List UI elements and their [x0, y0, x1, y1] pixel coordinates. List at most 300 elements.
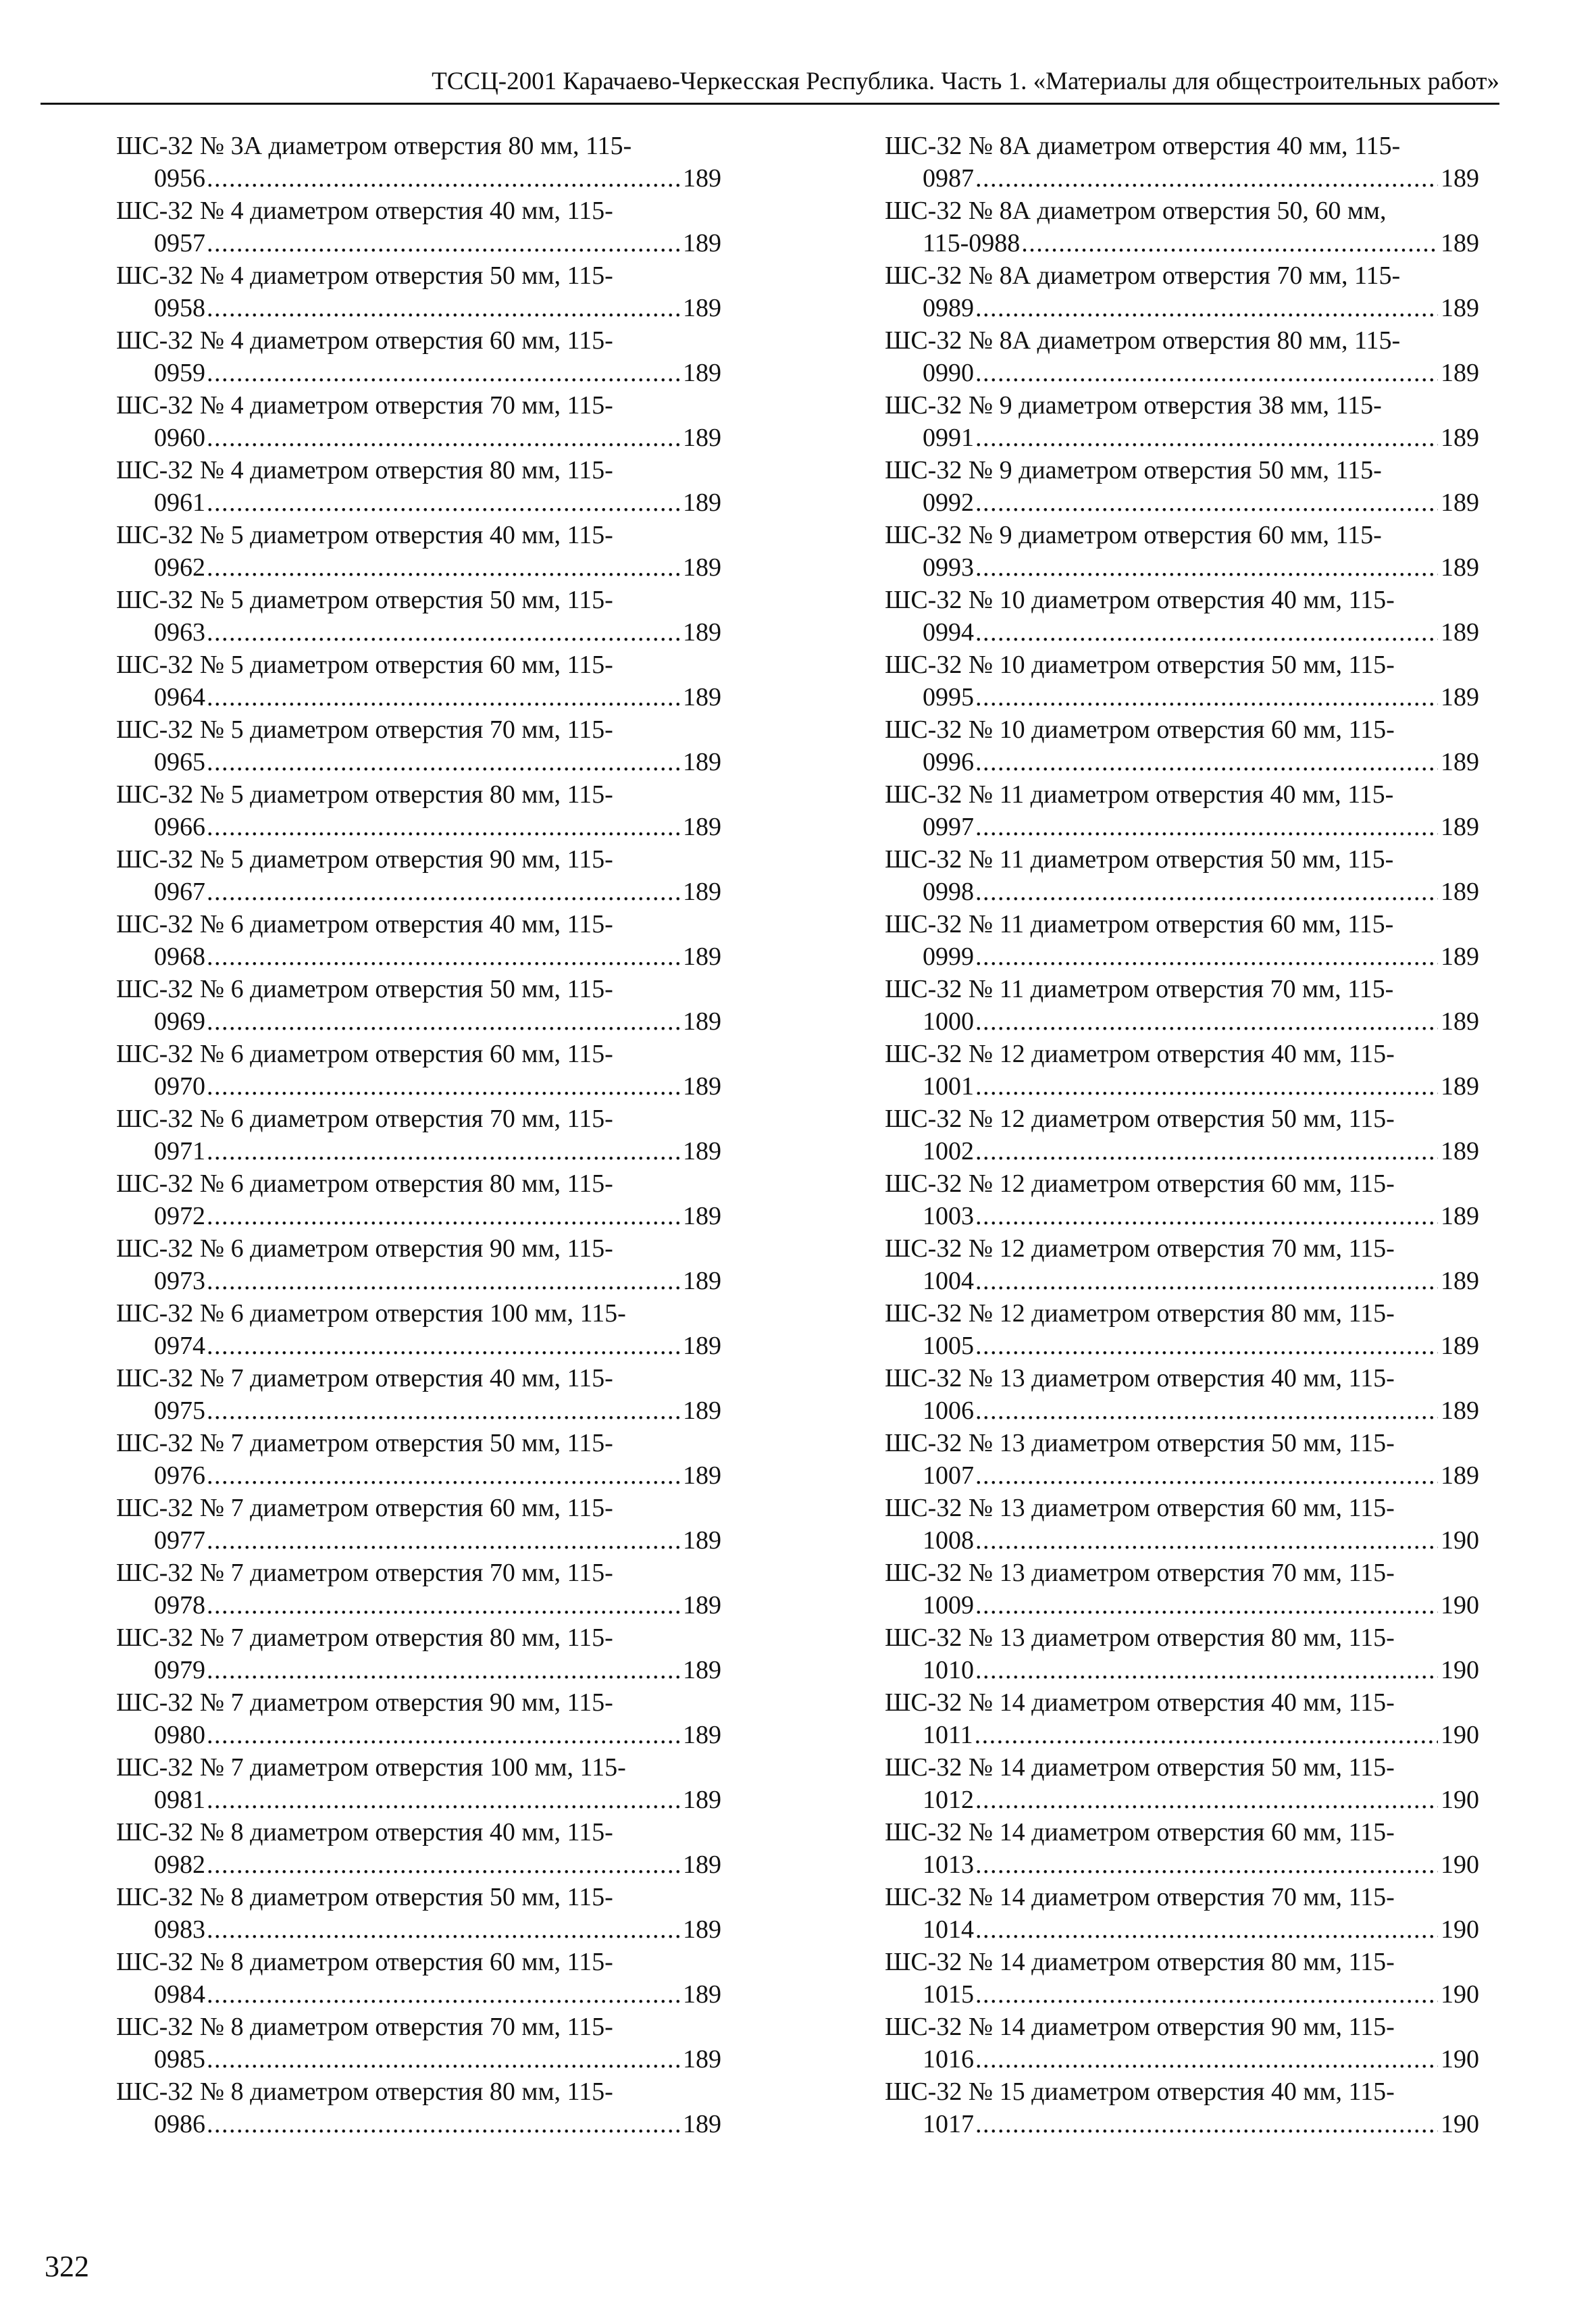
dot-leader — [207, 2108, 680, 2140]
entry-code: 1006 — [923, 1397, 974, 1425]
dot-leader — [207, 1135, 680, 1167]
entry-code-line — [116, 357, 721, 389]
index-entry — [885, 1621, 1479, 1686]
entry-page-ref: 189 — [683, 1202, 721, 1230]
entry-code: 0981 — [154, 1786, 205, 1814]
dot-leader — [975, 292, 1438, 324]
entry-page-ref: 189 — [1441, 942, 1479, 971]
running-title: ТССЦ-2001 Карачаево-Черкесская Республика. Часть 1. «Материалы для общестроительных работ» — [432, 68, 1499, 95]
entry-page-ref: 189 — [683, 1007, 721, 1036]
entry-page-ref: 190 — [1441, 1915, 1479, 1944]
entry-code-line — [885, 1848, 1479, 1881]
entry-page-ref: 189 — [683, 1980, 721, 2009]
entry-page-ref: 189 — [683, 164, 721, 193]
entry-code-line — [885, 1070, 1479, 1103]
entry-code: 0963 — [154, 618, 205, 647]
index-entry — [116, 843, 721, 908]
dot-leader — [975, 1330, 1438, 1362]
entry-code-line — [885, 486, 1479, 519]
dot-leader — [207, 1913, 680, 1946]
entry-description: ШС-32 № 11 диаметром отверстия 40 мм, 115- — [885, 780, 1394, 809]
entry-page-ref: 189 — [683, 1137, 721, 1165]
dot-leader — [975, 1135, 1438, 1167]
index-entry — [116, 1232, 721, 1297]
dot-leader — [975, 1913, 1438, 1946]
index-entry — [116, 2076, 721, 2140]
entry-code-line — [116, 1654, 721, 1686]
index-entry — [885, 843, 1479, 908]
index-entry — [116, 1427, 721, 1492]
entry-description: ШС-32 № 14 диаметром отверстия 40 мм, 115- — [885, 1688, 1395, 1717]
entry-page-ref: 189 — [1441, 1397, 1479, 1425]
entry-code-line — [885, 1200, 1479, 1232]
entry-code: 0964 — [154, 683, 205, 711]
entry-code-line — [116, 1589, 721, 1621]
index-entry — [885, 1686, 1479, 1751]
entry-code-line — [885, 2108, 1479, 2140]
dot-leader — [975, 1070, 1438, 1103]
entry-page-ref: 189 — [1441, 878, 1479, 906]
entry-description: ШС-32 № 7 диаметром отверстия 70 мм, 115- — [116, 1559, 613, 1587]
entry-code: 0990 — [923, 359, 974, 387]
entry-description: ШС-32 № 6 диаметром отверстия 90 мм, 115- — [116, 1234, 613, 1263]
dot-leader — [975, 876, 1438, 908]
entry-page-ref: 189 — [683, 488, 721, 517]
entry-description: ШС-32 № 6 диаметром отверстия 70 мм, 115- — [116, 1105, 613, 1133]
dot-leader — [975, 1200, 1438, 1232]
entry-code: 0967 — [154, 878, 205, 906]
entry-description: ШС-32 № 6 диаметром отверстия 40 мм, 115- — [116, 910, 613, 938]
index-entry — [116, 1038, 721, 1103]
entry-code: 1000 — [923, 1007, 974, 1036]
entry-code: 1014 — [923, 1915, 974, 1944]
dot-leader — [207, 1784, 680, 1816]
entry-page-ref: 189 — [683, 1721, 721, 1749]
entry-description: ШС-32 № 12 диаметром отверстия 60 мм, 115- — [885, 1169, 1395, 1198]
entry-code: 0962 — [154, 553, 205, 582]
dot-leader — [975, 1394, 1438, 1427]
index-entry — [116, 713, 721, 778]
entry-code: 0995 — [923, 683, 974, 711]
entry-description: ШС-32 № 6 диаметром отверстия 100 мм, 115- — [116, 1299, 626, 1328]
entry-description: ШС-32 № 8А диаметром отверстия 70 мм, 115- — [885, 261, 1401, 290]
entry-description: ШС-32 № 7 диаметром отверстия 80 мм, 115- — [116, 1624, 613, 1652]
entry-page-ref: 189 — [683, 2110, 721, 2138]
entry-description: ШС-32 № 5 диаметром отверстия 80 мм, 115- — [116, 780, 613, 809]
dot-leader — [975, 1654, 1438, 1686]
entry-code: 1017 — [923, 2110, 974, 2138]
entry-code-line — [885, 162, 1479, 195]
entry-code-line — [885, 1459, 1479, 1492]
entry-code-line — [116, 1459, 721, 1492]
entry-code: 0991 — [923, 424, 974, 452]
entry-page-ref: 189 — [683, 618, 721, 647]
entry-page-ref: 189 — [683, 813, 721, 841]
entry-page-ref: 189 — [1441, 618, 1479, 647]
entry-description: ШС-32 № 4 диаметром отверстия 80 мм, 115- — [116, 456, 613, 484]
entry-description: ШС-32 № 5 диаметром отверстия 50 мм, 115- — [116, 586, 613, 614]
entry-page-ref: 189 — [1441, 1007, 1479, 1036]
entry-description: ШС-32 № 4 диаметром отверстия 60 мм, 115- — [116, 326, 613, 355]
dot-leader — [207, 1200, 680, 1232]
entry-code: 0985 — [154, 2045, 205, 2073]
entry-code: 0997 — [923, 813, 974, 841]
entry-page-ref: 190 — [1441, 2045, 1479, 2073]
index-entry — [885, 2076, 1479, 2140]
index-entry — [885, 2011, 1479, 2076]
entry-description: ШС-32 № 7 диаметром отверстия 60 мм, 115- — [116, 1494, 613, 1522]
entry-description: ШС-32 № 5 диаметром отверстия 70 мм, 115- — [116, 715, 613, 744]
entry-code: 1002 — [923, 1137, 974, 1165]
entry-description: ШС-32 № 7 диаметром отверстия 100 мм, 115- — [116, 1753, 626, 1782]
dot-leader — [975, 422, 1438, 454]
index-entry — [885, 1232, 1479, 1297]
index-entry — [885, 324, 1479, 389]
entry-code-line — [116, 1265, 721, 1297]
entry-code: 0989 — [923, 294, 974, 322]
entry-code: 1012 — [923, 1786, 974, 1814]
entry-code: 1007 — [923, 1461, 974, 1490]
index-entry — [885, 1816, 1479, 1881]
entry-code: 0972 — [154, 1202, 205, 1230]
dot-leader — [207, 616, 680, 649]
entry-page-ref: 189 — [683, 2045, 721, 2073]
dot-leader — [975, 616, 1438, 649]
index-entry — [885, 195, 1479, 259]
entry-code-line — [885, 227, 1479, 259]
index-entry — [885, 778, 1479, 843]
entry-description: ШС-32 № 13 диаметром отверстия 40 мм, 115- — [885, 1364, 1395, 1392]
entry-description: ШС-32 № 4 диаметром отверстия 50 мм, 115- — [116, 261, 613, 290]
index-entry — [116, 778, 721, 843]
dot-leader — [975, 940, 1438, 973]
dot-leader — [975, 551, 1438, 584]
index-entry — [116, 1167, 721, 1232]
entry-code-line — [116, 940, 721, 973]
entry-code: 1016 — [923, 2045, 974, 2073]
entry-code: 0957 — [154, 229, 205, 257]
entry-code-line — [885, 1913, 1479, 1946]
entry-code: 115-0988 — [923, 229, 1021, 257]
entry-code-line — [885, 1654, 1479, 1686]
entry-code: 0986 — [154, 2110, 205, 2138]
entry-code-line — [116, 811, 721, 843]
entry-code-line — [885, 422, 1479, 454]
entry-code-line — [885, 1135, 1479, 1167]
entry-description: ШС-32 № 7 диаметром отверстия 40 мм, 115- — [116, 1364, 613, 1392]
index-entry — [885, 259, 1479, 324]
dot-leader — [975, 1459, 1438, 1492]
dot-leader — [1021, 227, 1438, 259]
index-entry — [116, 1881, 721, 1946]
entry-code: 0977 — [154, 1526, 205, 1555]
dot-leader — [207, 357, 680, 389]
dot-leader — [207, 1978, 680, 2011]
entry-code-line — [885, 1394, 1479, 1427]
entry-code: 0998 — [923, 878, 974, 906]
entry-page-ref: 189 — [1441, 164, 1479, 193]
entry-code: 0960 — [154, 424, 205, 452]
entry-code-line — [116, 616, 721, 649]
entry-description: ШС-32 № 14 диаметром отверстия 80 мм, 115- — [885, 1948, 1395, 1976]
entry-page-ref: 189 — [1441, 683, 1479, 711]
entry-code: 1008 — [923, 1526, 974, 1555]
entry-code-line — [116, 422, 721, 454]
entry-page-ref: 190 — [1441, 1526, 1479, 1555]
entry-page-ref: 189 — [1441, 359, 1479, 387]
index-entry — [885, 1038, 1479, 1103]
entry-code-line — [885, 1719, 1479, 1751]
entry-page-ref: 189 — [1441, 1332, 1479, 1360]
entry-page-ref: 189 — [683, 683, 721, 711]
entry-description: ШС-32 № 9 диаметром отверстия 38 мм, 115- — [885, 391, 1382, 420]
entry-page-ref: 189 — [683, 1526, 721, 1555]
entry-description: ШС-32 № 13 диаметром отверстия 50 мм, 115- — [885, 1429, 1395, 1457]
index-entry — [885, 908, 1479, 973]
index-entry — [116, 973, 721, 1038]
entry-page-ref: 190 — [1441, 1851, 1479, 1879]
entry-code-line — [116, 1719, 721, 1751]
entry-description: ШС-32 № 4 диаметром отверстия 70 мм, 115- — [116, 391, 613, 420]
entry-description: ШС-32 № 9 диаметром отверстия 50 мм, 115- — [885, 456, 1382, 484]
entry-page-ref: 189 — [683, 1851, 721, 1879]
entry-description: ШС-32 № 7 диаметром отверстия 50 мм, 115- — [116, 1429, 613, 1457]
entry-page-ref: 189 — [1441, 294, 1479, 322]
page-number: 322 — [45, 2250, 89, 2283]
index-entry — [116, 454, 721, 519]
index-entry — [885, 1557, 1479, 1621]
index-entry — [116, 2011, 721, 2076]
entry-description: ШС-32 № 12 диаметром отверстия 50 мм, 115- — [885, 1105, 1395, 1133]
entry-code: 0980 — [154, 1721, 205, 1749]
dot-leader — [975, 1978, 1438, 2011]
entry-code-line — [885, 1978, 1479, 2011]
entry-description: ШС-32 № 8 диаметром отверстия 70 мм, 115- — [116, 2013, 613, 2041]
index-entry — [116, 195, 721, 259]
entry-code: 1015 — [923, 1980, 974, 2009]
entry-code: 0974 — [154, 1332, 205, 1360]
entry-description: ШС-32 № 9 диаметром отверстия 60 мм, 115- — [885, 521, 1382, 549]
entry-page-ref: 190 — [1441, 1786, 1479, 1814]
entry-page-ref: 189 — [1441, 1202, 1479, 1230]
index-entry — [116, 584, 721, 649]
index-entry — [116, 259, 721, 324]
entry-code: 1004 — [923, 1267, 974, 1295]
dot-leader — [207, 227, 680, 259]
dot-leader — [207, 940, 680, 973]
entry-code-line — [885, 616, 1479, 649]
entry-code: 0984 — [154, 1980, 205, 2009]
index-entry — [885, 1492, 1479, 1557]
entry-description: ШС-32 № 10 диаметром отверстия 60 мм, 115- — [885, 715, 1395, 744]
index-entry — [116, 519, 721, 584]
dot-leader — [207, 292, 680, 324]
entry-page-ref: 189 — [683, 942, 721, 971]
entry-page-ref: 189 — [683, 294, 721, 322]
entry-code: 0999 — [923, 942, 974, 971]
entry-code-line — [885, 1524, 1479, 1557]
entry-page-ref: 189 — [1441, 748, 1479, 776]
entry-code-line — [116, 746, 721, 778]
entry-page-ref: 189 — [1441, 1461, 1479, 1490]
entry-description: ШС-32 № 6 диаметром отверстия 80 мм, 115- — [116, 1169, 613, 1198]
entry-page-ref: 189 — [683, 1591, 721, 1619]
entry-code: 0968 — [154, 942, 205, 971]
index-entry — [885, 1103, 1479, 1167]
index-entry — [885, 130, 1479, 195]
entry-code: 0992 — [923, 488, 974, 517]
entry-page-ref: 189 — [1441, 813, 1479, 841]
index-column-right — [885, 130, 1479, 2140]
entry-code-line — [885, 1265, 1479, 1297]
entry-description: ШС-32 № 11 диаметром отверстия 70 мм, 115- — [885, 975, 1394, 1003]
entry-description: ШС-32 № 12 диаметром отверстия 40 мм, 115- — [885, 1040, 1395, 1068]
entry-code: 1005 — [923, 1332, 974, 1360]
entry-code-line — [116, 486, 721, 519]
dot-leader — [207, 746, 680, 778]
entry-description: ШС-32 № 4 диаметром отверстия 40 мм, 115- — [116, 197, 613, 225]
dot-leader — [207, 551, 680, 584]
entry-code-line — [116, 1848, 721, 1881]
dot-leader — [207, 811, 680, 843]
entry-code-line — [885, 1784, 1479, 1816]
dot-leader — [975, 2043, 1438, 2076]
entry-description: ШС-32 № 14 диаметром отверстия 60 мм, 115- — [885, 1818, 1395, 1846]
entry-code: 0996 — [923, 748, 974, 776]
header-rule — [41, 103, 1499, 105]
entry-code-line — [116, 1135, 721, 1167]
entry-code: 0973 — [154, 1267, 205, 1295]
entry-code-line — [885, 940, 1479, 973]
entry-code-line — [885, 1330, 1479, 1362]
entry-description: ШС-32 № 8А диаметром отверстия 50, 60 мм, — [885, 197, 1387, 225]
entry-code: 1009 — [923, 1591, 974, 1619]
entry-description: ШС-32 № 14 диаметром отверстия 90 мм, 115- — [885, 2013, 1395, 2041]
index-entry — [116, 1751, 721, 1816]
index-entry — [116, 1621, 721, 1686]
entry-code: 0978 — [154, 1591, 205, 1619]
entry-page-ref: 189 — [1441, 488, 1479, 517]
index-entry — [116, 389, 721, 454]
dot-leader — [207, 486, 680, 519]
dot-leader — [975, 162, 1438, 195]
dot-leader — [207, 162, 680, 195]
entry-page-ref: 189 — [683, 1656, 721, 1684]
dot-leader — [975, 811, 1438, 843]
entry-page-ref: 189 — [683, 1786, 721, 1814]
entry-code: 0969 — [154, 1007, 205, 1036]
index-entry — [885, 1362, 1479, 1427]
entry-description: ШС-32 № 14 диаметром отверстия 50 мм, 115- — [885, 1753, 1395, 1782]
entry-page-ref: 189 — [683, 1915, 721, 1944]
entry-page-ref: 190 — [1441, 1721, 1479, 1749]
entry-page-ref: 189 — [1441, 1072, 1479, 1101]
dot-leader — [207, 2043, 680, 2076]
entry-code: 0994 — [923, 618, 974, 647]
entry-page-ref: 189 — [683, 748, 721, 776]
entry-description: ШС-32 № 6 диаметром отверстия 60 мм, 115- — [116, 1040, 613, 1068]
dot-leader — [207, 1265, 680, 1297]
entry-code-line — [116, 1200, 721, 1232]
entry-code-line — [116, 2043, 721, 2076]
dot-leader — [975, 1005, 1438, 1038]
entry-page-ref: 189 — [683, 424, 721, 452]
entry-page-ref: 190 — [1441, 1980, 1479, 2009]
entry-code-line — [116, 551, 721, 584]
entry-code: 0970 — [154, 1072, 205, 1101]
entry-description: ШС-32 № 7 диаметром отверстия 90 мм, 115- — [116, 1688, 613, 1717]
entry-page-ref: 189 — [683, 878, 721, 906]
index-entry — [885, 454, 1479, 519]
index-entry — [116, 1557, 721, 1621]
index-entry — [116, 649, 721, 713]
index-entry — [885, 973, 1479, 1038]
entry-code-line — [885, 1005, 1479, 1038]
entry-page-ref: 189 — [1441, 1137, 1479, 1165]
entry-page-ref: 189 — [683, 1397, 721, 1425]
entry-description: ШС-32 № 12 диаметром отверстия 80 мм, 115- — [885, 1299, 1395, 1328]
entry-description: ШС-32 № 3А диаметром отверстия 80 мм, 115- — [116, 132, 632, 160]
entry-code-line — [116, 2108, 721, 2140]
index-entry — [885, 649, 1479, 713]
dot-leader — [975, 2108, 1438, 2140]
entry-page-ref: 190 — [1441, 1591, 1479, 1619]
entry-page-ref: 189 — [683, 1267, 721, 1295]
dot-leader — [207, 1070, 680, 1103]
dot-leader — [975, 1524, 1438, 1557]
dot-leader — [975, 1265, 1438, 1297]
entry-code-line — [116, 681, 721, 713]
index-entry — [885, 389, 1479, 454]
entry-description: ШС-32 № 8А диаметром отверстия 80 мм, 115- — [885, 326, 1401, 355]
entry-code-line — [116, 227, 721, 259]
dot-leader — [975, 1719, 1438, 1751]
entry-code: 0971 — [154, 1137, 205, 1165]
dot-leader — [207, 1330, 680, 1362]
dot-leader — [975, 1784, 1438, 1816]
entry-description: ШС-32 № 14 диаметром отверстия 70 мм, 115- — [885, 1883, 1395, 1911]
entry-code: 0958 — [154, 294, 205, 322]
entry-code-line — [116, 1005, 721, 1038]
index-entry — [116, 1816, 721, 1881]
index-entry — [885, 1167, 1479, 1232]
entry-description: ШС-32 № 8А диаметром отверстия 40 мм, 115- — [885, 132, 1401, 160]
entry-description: ШС-32 № 13 диаметром отверстия 60 мм, 115- — [885, 1494, 1395, 1522]
entry-description: ШС-32 № 10 диаметром отверстия 50 мм, 115- — [885, 651, 1395, 679]
entry-code: 1003 — [923, 1202, 974, 1230]
index-entry — [116, 1946, 721, 2011]
entry-code-line — [885, 2043, 1479, 2076]
entry-page-ref: 189 — [683, 1072, 721, 1101]
dot-leader — [207, 1719, 680, 1751]
entry-code-line — [116, 1394, 721, 1427]
entry-code-line — [116, 162, 721, 195]
entry-page-ref: 189 — [683, 229, 721, 257]
entry-code: 0975 — [154, 1397, 205, 1425]
entry-code-line — [885, 876, 1479, 908]
entry-code-line — [116, 1913, 721, 1946]
index-entry — [116, 1492, 721, 1557]
entry-code-line — [885, 746, 1479, 778]
index-entry — [885, 584, 1479, 649]
entry-description: ШС-32 № 8 диаметром отверстия 60 мм, 115- — [116, 1948, 613, 1976]
index-entry — [116, 324, 721, 389]
entry-description: ШС-32 № 10 диаметром отверстия 40 мм, 115- — [885, 586, 1395, 614]
entry-code: 0965 — [154, 748, 205, 776]
index-entry — [116, 1362, 721, 1427]
index-column-left — [116, 130, 721, 2140]
index-entry — [116, 1103, 721, 1167]
